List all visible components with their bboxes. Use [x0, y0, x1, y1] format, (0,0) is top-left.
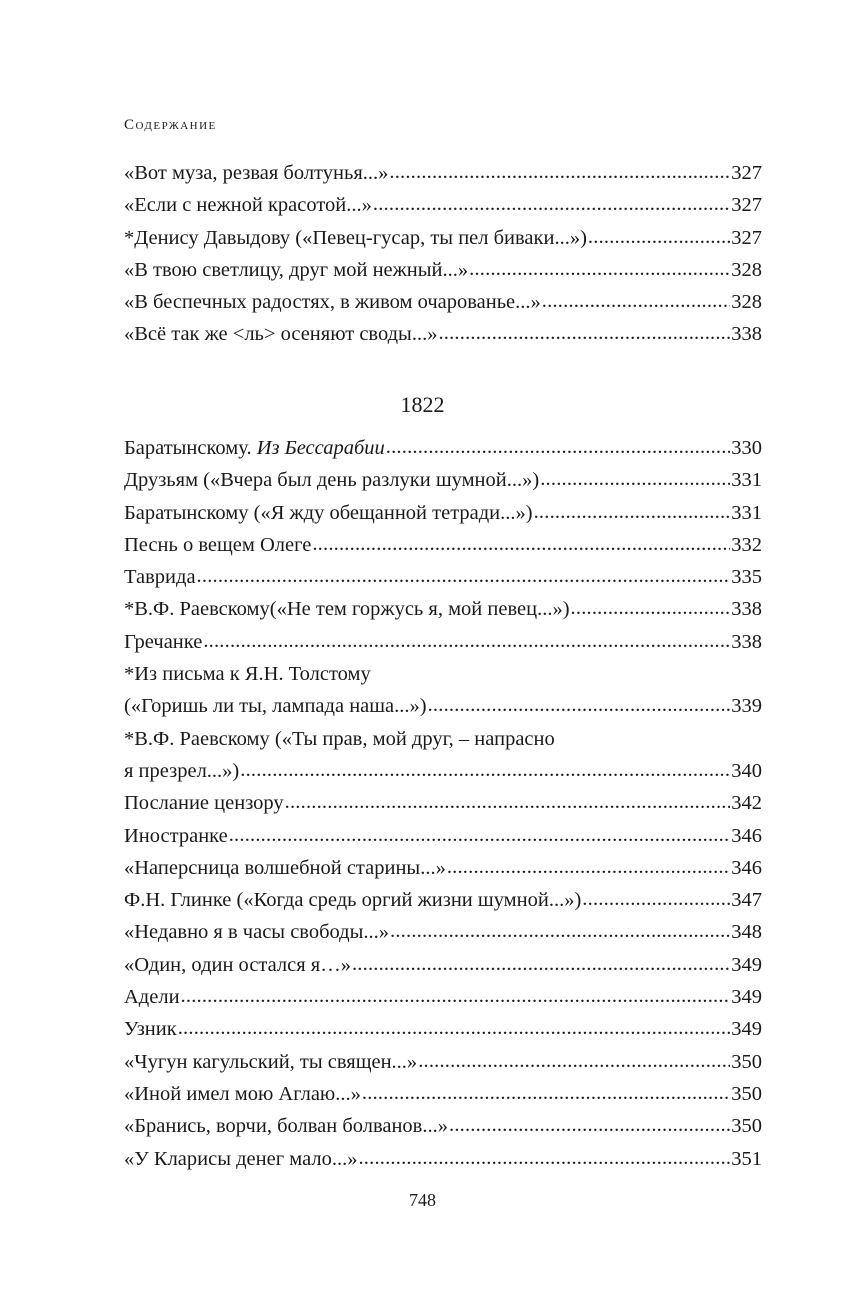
toc-entry — [124, 254, 762, 286]
toc-entry — [124, 690, 762, 722]
toc-entry — [124, 916, 762, 948]
entry-page: 351 — [731, 1147, 762, 1170]
entry-title: «В беспечных радостях, в живом очарованье...» — [124, 291, 541, 314]
toc-entry — [124, 1110, 762, 1142]
entry-title-line1: *Из письма к Я.Н. Толстому — [124, 663, 371, 686]
dot-leader — [571, 592, 731, 624]
toc-entry — [124, 981, 762, 1013]
entry-title: «У Кларисы денег мало...» — [124, 1147, 358, 1170]
dot-leader — [358, 1142, 730, 1174]
entry-title: Таврида — [124, 566, 196, 589]
toc-entry — [124, 626, 762, 658]
entry-title: «Если с нежной красотой...» — [124, 194, 372, 217]
entry-page: 327 — [731, 162, 762, 184]
dot-leader — [203, 625, 730, 657]
dot-leader — [390, 915, 730, 947]
running-head: Содержание — [124, 117, 217, 133]
entry-page: 331 — [731, 469, 762, 492]
dot-leader — [389, 156, 730, 188]
toc-entry — [124, 464, 762, 496]
toc-section-2 — [124, 432, 762, 1175]
entry-title: «Один, один остался я…» — [124, 953, 351, 976]
dot-leader — [386, 431, 730, 463]
entry-title: Адели — [124, 986, 180, 1009]
dot-leader — [588, 221, 730, 253]
entry-page: 327 — [731, 194, 762, 217]
entry-page: 339 — [731, 695, 762, 718]
entry-page: 349 — [731, 1018, 762, 1041]
dot-leader — [352, 948, 730, 980]
entry-page: 342 — [731, 792, 762, 815]
entry-title: Узник — [124, 1018, 177, 1041]
toc-entry — [124, 222, 762, 254]
entry-title-main: Баратынскому. — [124, 437, 252, 459]
toc-entry — [124, 286, 762, 318]
toc-entry — [124, 529, 762, 561]
toc-entry — [124, 1013, 762, 1045]
toc-entry — [124, 593, 762, 625]
toc-entry — [124, 884, 762, 916]
toc-entry — [124, 497, 762, 529]
toc-entry — [124, 1143, 762, 1175]
toc-entry — [124, 949, 762, 981]
entry-title: я презрел...») — [124, 759, 240, 782]
entry-title: («Горишь ли ты, лампада наша...») — [124, 695, 427, 718]
toc-entry — [124, 432, 762, 464]
entry-title: «Чугун кагульский, ты священ...» — [124, 1050, 418, 1073]
entry-page: 332 — [731, 533, 762, 556]
entry-page: 335 — [731, 566, 762, 589]
entry-page: 338 — [731, 323, 762, 346]
entry-subtitle: Из Бессарабии — [256, 437, 385, 459]
dot-leader — [540, 463, 730, 495]
entry-page: 340 — [731, 759, 762, 782]
entry-title: Друзьям («Вчера был день разлуки шумной...») — [124, 469, 540, 492]
entry-title: Песнь о вещем Олеге — [124, 533, 312, 556]
entry-title: *В.Ф. Раевскому(«Не тем горжусь я, мой певец...») — [124, 598, 570, 621]
dot-leader — [438, 317, 730, 349]
entry-page: 350 — [731, 1082, 762, 1105]
dot-leader — [542, 285, 730, 317]
toc-entry — [124, 852, 762, 884]
entry-page: 327 — [731, 226, 762, 249]
dot-leader — [362, 1077, 730, 1109]
dot-leader — [181, 980, 731, 1012]
dot-leader — [418, 1045, 730, 1077]
toc-entry — [124, 787, 762, 819]
entry-page: 328 — [731, 291, 762, 314]
entry-title: «В твою светлицу, друг мой нежный...» — [124, 258, 469, 281]
entry-page: 330 — [731, 437, 762, 459]
dot-leader — [285, 786, 731, 818]
dot-leader — [428, 689, 731, 721]
entry-page: 338 — [731, 598, 762, 621]
entry-title-line1: *В.Ф. Раевскому («Ты прав, мой друг, – напрасно — [124, 727, 555, 750]
entry-title: Баратынскому («Я жду обещанной тетради...») — [124, 501, 533, 524]
entry-title: «Иной имел мою Аглаю...» — [124, 1082, 361, 1105]
entry-title: Иностранке — [124, 824, 228, 847]
entry-title: Ф.Н. Глинке («Когда средь оргий жизни шумной...») — [124, 889, 582, 912]
entry-title: *Денису Давыдову («Певец-гусар, ты пел биваки...») — [124, 226, 587, 249]
entry-page: 346 — [731, 824, 762, 847]
dot-leader — [240, 754, 730, 786]
entry-page: 349 — [731, 986, 762, 1009]
toc-section-1 — [124, 157, 762, 351]
entry-title: «Бранись, ворчи, болван болванов...» — [124, 1115, 448, 1138]
dot-leader — [197, 560, 731, 592]
toc-entry — [124, 561, 762, 593]
dot-leader — [534, 496, 731, 528]
entry-page: 348 — [731, 921, 762, 944]
entry-page: 338 — [731, 630, 762, 653]
toc-entry — [124, 820, 762, 852]
dot-leader — [229, 819, 731, 851]
entry-title: «Недавно я в часы свободы...» — [124, 921, 390, 944]
dot-leader — [469, 253, 730, 285]
toc-entry — [124, 318, 762, 350]
entry-title: Гречанке — [124, 630, 203, 653]
toc-entry — [124, 189, 762, 221]
entry-page: 347 — [731, 889, 762, 912]
entry-title: «Вот муза, резвая болтунья...» — [124, 162, 389, 184]
toc-entry — [124, 157, 762, 189]
entry-page: 346 — [731, 856, 762, 879]
dot-leader — [373, 188, 730, 220]
dot-leader — [449, 1109, 730, 1141]
entry-title — [124, 432, 385, 464]
entry-page: 350 — [731, 1050, 762, 1073]
year-heading: 1822 — [400, 392, 445, 417]
entry-page: 331 — [731, 501, 762, 524]
toc-entry — [124, 1046, 762, 1078]
entry-title: «Наперсница волшебной старины...» — [124, 856, 446, 879]
entry-page: 350 — [731, 1115, 762, 1138]
dot-leader — [178, 1012, 731, 1044]
toc-entry — [124, 1078, 762, 1110]
entry-title: «Всё так же <ль> осеняют своды...» — [124, 323, 438, 346]
page-number: 748 — [409, 1190, 436, 1210]
toc-entry — [124, 755, 762, 787]
dot-leader — [312, 528, 730, 560]
entry-title: Послание цензору — [124, 792, 284, 815]
dot-leader — [582, 883, 730, 915]
dot-leader — [447, 851, 730, 883]
entry-page: 349 — [731, 953, 762, 976]
entry-page: 328 — [731, 258, 762, 281]
